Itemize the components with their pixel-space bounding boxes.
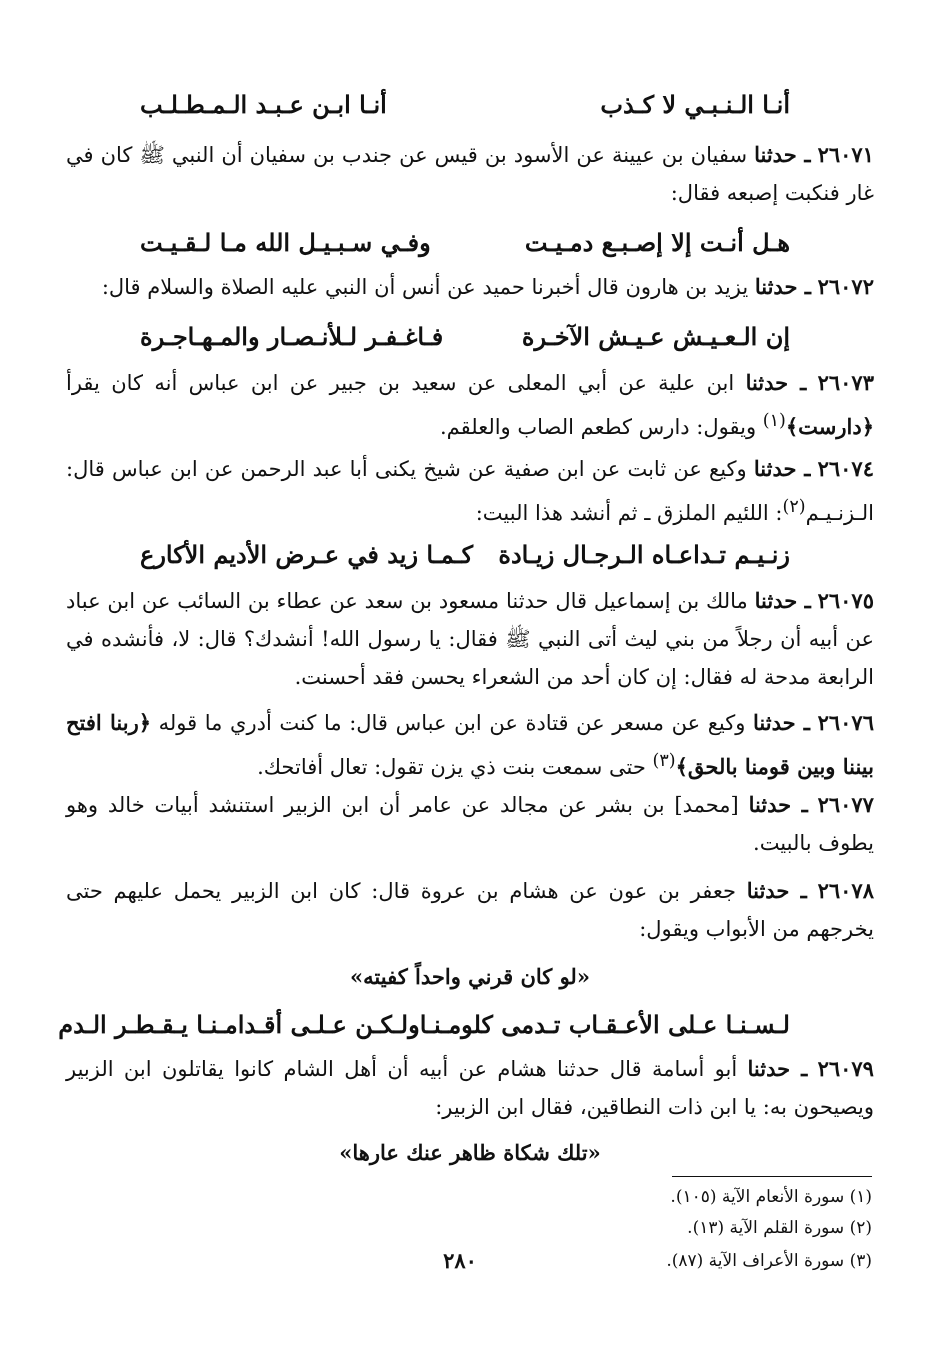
- hadith-text: يزيد بن هارون قال أخبرنا حميد عن أنس أن النبي عليه الصلاة والسلام قال:: [101, 275, 755, 299]
- hadith-text-cont: ويقول: دارس كطعم الصاب والعلقم.: [439, 415, 763, 439]
- hadith-text: مالك بن إسماعيل قال حدثنا مسعود بن سعد عن عطاء بن السائب عن ابن عباد عن أبيه أن رجلاً من بني ليث أتى النبي ﷺ فقال: يا رسول الله! أنشدك؟ قال: لا، فأنشده في الرابعة مدحة له فقال: إن كان أحد من الشعراء يحسن فقد أحسنت.: [66, 589, 874, 689]
- hadith-number: ٢٦٠٧٧: [817, 792, 874, 817]
- hadith-text: وكيع عن مسعر عن قتادة عن ابن عباس قال: ما كنت أدري ما قوله: [151, 711, 753, 735]
- verse-line: [140, 316, 790, 356]
- hadith-text: [محمد] بن بشر عن مجالد عن عامر أن ابن الزبير استنشد أبيات خالد وهو يطوف بالبيت.: [66, 793, 874, 855]
- verse-hemistich-left: كـمـا زيد في عـرض الأديم الأكارع: [140, 539, 474, 569]
- hadith-number: ٢٦٠٧٤: [817, 456, 874, 481]
- hadith-text: ابن علية عن أبي المعلى عن سعيد بن جبير عن ابن عباس أنه كان يقرأ: [66, 371, 746, 395]
- verse-hemistich-right: زنـيـم تـداعـاه الـرجـال زيـادة: [498, 539, 790, 569]
- hadith-text: وكيع عن ثابت عن ابن صفية عن شيخ يكنى أبا عبد الرحمن عن ابن عباس قال: الـزنـيـم: [66, 457, 874, 525]
- poetry-quote: «لو كان قرني واحداً كفيته»: [350, 964, 590, 989]
- footnote-3: (٣) سورة الأعراف الآية (٨٧).: [666, 1251, 872, 1271]
- verse-hemistich-left: فـاغـفـر لـلأنـصـار والمـهـاجـرة: [140, 321, 444, 351]
- verse-hemistich-left: ولـكـن عـلـى أقـدامـنـا يـقـطـر الـدم: [58, 1009, 420, 1039]
- verse-hemistich-right: إن الـعـيـش عـيـش الآخـرة: [521, 321, 790, 351]
- hadith-26075: [66, 582, 874, 696]
- hadith-26077: [66, 786, 874, 862]
- hadith-number: ٢٦٠٧٣: [817, 370, 874, 395]
- quran-quote: ﴿ربنا افتح بيننا وبين قومنا بالحق﴾: [66, 710, 874, 779]
- hadith-lead: ـ حدثنا: [754, 588, 811, 613]
- hadith-lead: ـ حدثنا: [752, 710, 810, 735]
- page-number: ٢٨٠: [443, 1248, 477, 1273]
- footnote-ref: (١): [762, 411, 786, 431]
- hadith-number: ٢٦٠٧٨: [817, 878, 874, 903]
- verse-line: [140, 84, 790, 124]
- hadith-number: ٢٦٠٧١: [817, 142, 874, 167]
- hadith-number: ٢٦٠٧٥: [817, 588, 874, 613]
- verse-line: [140, 222, 790, 262]
- hadith-26079: [66, 1050, 874, 1126]
- poetry-quote: «تلك شكاة ظاهر عنك عارها»: [339, 1140, 601, 1165]
- footnote-divider: [672, 1176, 872, 1177]
- verse-hemistich-right: لـسـنـا عـلى الأعـقـاب تـدمى كلومـنـا: [419, 1009, 790, 1039]
- hadith-lead: ـ حدثنا: [754, 142, 811, 167]
- hadith-number: ٢٦٠٧٢: [817, 274, 874, 299]
- verse-line: [140, 534, 790, 574]
- hadith-text: سفيان بن عيينة عن الأسود بن قيس عن جندب بن سفيان أن النبي ﷺ كان في غار فنكبت إصبعه فقال:: [66, 143, 874, 205]
- footnote-1: (١) سورة الأنعام الآية (١٠٥).: [670, 1187, 872, 1207]
- verse-hemistich-left: أنـا ابـن عـبـد الـمـطـلـب: [140, 89, 387, 119]
- hadith-text-cont: : اللئيم الملزق ـ ثم أنشد هذا البيت:: [475, 501, 783, 525]
- hadith-text: جعفر بن عون عن هشام بن عروة قال: كان ابن الزبير يحمل عليهم حتى يخرجهم من الأبواب ويقول:: [66, 879, 874, 941]
- verse-hemistich-right: هـل أنـت إلا إصـبـع دمـيـت: [524, 227, 790, 257]
- hadith-26078: [66, 872, 874, 948]
- verse-line: [58, 1004, 790, 1044]
- quran-quote: ﴿دارست﴾: [785, 414, 874, 439]
- hadith-lead: ـ حدثنا: [748, 792, 808, 817]
- footnote-ref: (٢): [782, 497, 806, 517]
- hadith-text-cont: حتى سمعت بنت ذي يزن تقول: تعال أفاتحك.: [257, 755, 653, 779]
- hadith-lead: ـ حدثنا: [754, 274, 811, 299]
- hadith-26072: [66, 268, 874, 306]
- hadith-26074: [66, 450, 874, 532]
- hadith-lead: ـ حدثنا: [746, 878, 807, 903]
- hadith-26071: [66, 136, 874, 212]
- verse-hemistich-left: وفـي سـبـيـل الله مـا لـقـيـت: [140, 227, 431, 257]
- hadith-text: أبو أسامة قال حدثنا هشام عن أبيه أن أهل الشام كانوا يقاتلون ابن الزبير ويصيحون به: يا ابن ذات النطاقين، فقال ابن الزبير:: [66, 1057, 874, 1119]
- hadith-26073: [66, 364, 874, 446]
- footnote-ref: (٣): [652, 751, 676, 771]
- footnote-2: (٢) سورة القلم الآية (١٣).: [687, 1218, 872, 1238]
- verse-hemistich-right: أنـا الـنـبـي لا كـذب: [600, 89, 790, 119]
- hadith-lead: ـ حدثنا: [753, 456, 811, 481]
- hadith-26076: [66, 704, 874, 786]
- hadith-lead: ـ حدثنا: [745, 370, 807, 395]
- hadith-number: ٢٦٠٧٩: [817, 1056, 874, 1081]
- hadith-number: ٢٦٠٧٦: [817, 710, 874, 735]
- hadith-lead: ـ حدثنا: [747, 1056, 808, 1081]
